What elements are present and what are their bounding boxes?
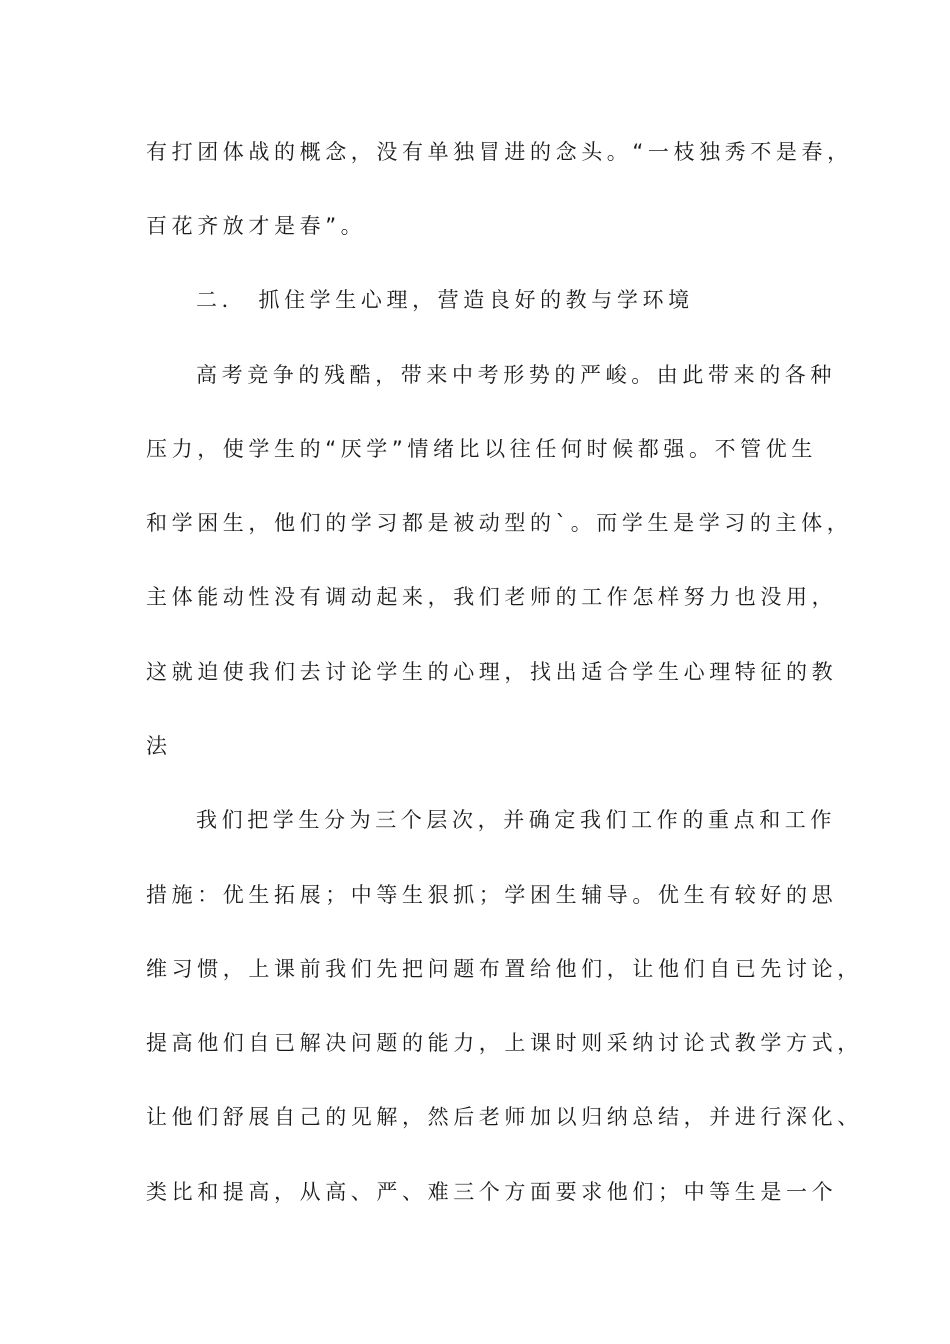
text-line: 主体能动性没有调动起来，我们老师的工作怎样努力也没用， (146, 585, 838, 609)
section-heading: 二． 抓住学生心理，营造良好的教与学环境 (196, 288, 694, 312)
paragraph-first-line: 高考竞争的残酷，带来中考形势的严峻。由此带来的各种 (196, 363, 836, 387)
text-line: 压力，使学生的“厌学”情绪比以往任何时候都强。不管优生 (146, 437, 817, 461)
paragraph-first-line: 我们把学生分为三个层次，并确定我们工作的重点和工作 (196, 808, 836, 832)
text-line: 百花齐放才是春”。 (146, 214, 367, 238)
text-line: 提高他们自已解决问题的能力，上课时则采纳讨论式教学方式， (146, 1031, 863, 1055)
text-line: 类比和提高，从高、严、难三个方面要求他们；中等生是一个 (146, 1180, 838, 1204)
text-line: 有打团体战的概念，没有单独冒进的念头。“一枝独秀不是春， (146, 140, 853, 164)
text-line: 和学困生，他们的学习都是被动型的`。而学生是学习的主体， (146, 511, 853, 535)
text-line: 维习惯，上课前我们先把问题布置给他们，让他们自已先讨论， (146, 957, 863, 981)
text-line: 法 (146, 734, 172, 758)
text-line: 这就迫使我们去讨论学生的心理，找出适合学生心理特征的教 (146, 660, 838, 684)
text-line: 措施：优生拓展；中等生狠抓；学困生辅导。优生有较好的思 (146, 883, 838, 907)
text-line: 让他们舒展自己的见解，然后老师加以归纳总结，并进行深化、 (146, 1105, 863, 1129)
